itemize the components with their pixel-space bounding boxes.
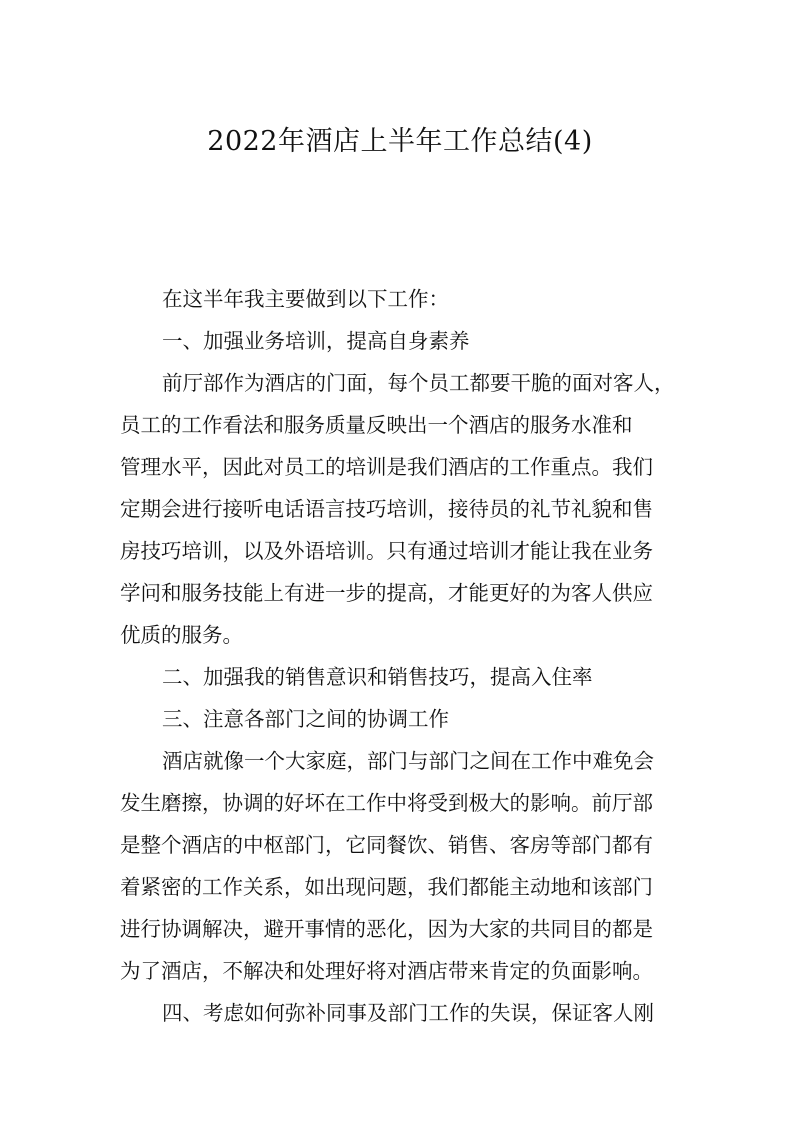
text-line: 为了酒店，不解决和处理好将对酒店带来肯定的负面影响。 [120,959,653,983]
document-title: 2022年酒店上半年工作总结(4) [207,126,593,157]
text-line: 一、加强业务培训，提高自身素养 [162,329,470,353]
text-line: 发生磨擦，协调的好坏在工作中将受到极大的影响。前厅部 [120,791,653,815]
text-line: 进行协调解决，避开事情的恶化，因为大家的共同目的都是 [120,917,653,941]
text-line: 着紧密的工作关系，如出现问题，我们都能主动地和该部门 [120,875,653,899]
paragraph-intro [120,278,686,320]
text-line: 管理水平，因此对员工的培训是我们酒店的工作重点。我们 [120,455,653,479]
paragraph-hotel-family [120,740,686,992]
heading-sales [120,656,686,698]
text-line: 酒店就像一个大家庭，部门与部门之间在工作中难免会 [162,749,654,773]
text-line: 在这半年我主要做到以下工作： [162,287,449,311]
text-line: 员工的工作看法和服务质量反映出一个酒店的服务水准和 [120,413,633,437]
text-line: 二、加强我的销售意识和销售技巧，提高入住率 [162,665,593,689]
text-line: 定期会进行接听电话语言技巧培训，接待员的礼节礼貌和售 [120,497,653,521]
document-body [120,278,686,1034]
text-line: 房技巧培训，以及外语培训。只有通过培训才能让我在业务 [120,539,653,563]
heading-coordination [120,698,686,740]
text-line: 三、注意各部门之间的协调工作 [162,707,449,731]
text-line: 学问和服务技能上有进一步的提高，才能更好的为客人供应 [120,581,653,605]
text-line: 优质的服务。 [120,623,243,647]
text-line: 是整个酒店的中枢部门，它同餐饮、销售、客房等部门都有 [120,833,653,857]
heading-mistakes [120,992,686,1034]
paragraph-front-office [120,362,686,656]
heading-training [120,320,686,362]
text-line: 前厅部作为酒店的门面，每个员工都要干脆的面对客人， [162,371,675,395]
text-line: 四、考虑如何弥补同事及部门工作的失误，保证客人刚 [162,1001,654,1025]
